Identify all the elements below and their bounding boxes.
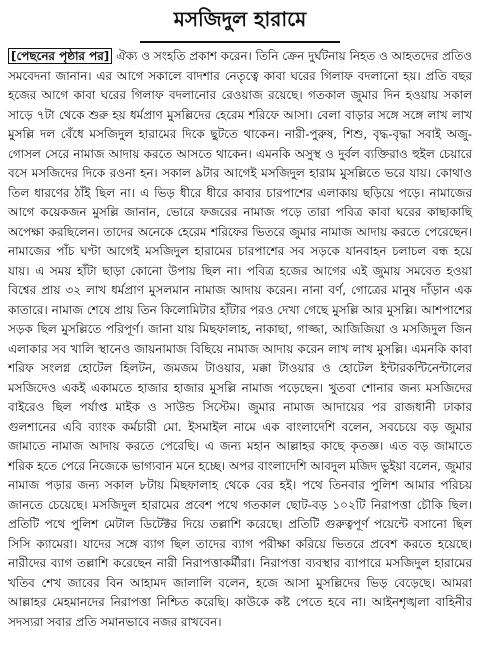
headline: মসজিদুল হারামে [140, 4, 340, 43]
article-text: ঐক্য ও সংহতি প্রকাশ করেন। তিনি ক্রেন দুর্ঘটনায় নিহত ও আহতদের প্রতিও সমবেদনা জানান। এর আগে সকালে বাদশার নেতৃত্বে কাবা ঘরের গিলাফ বদলানো হয়। প্রতি বছর হজের আগে কাবা ঘরের গিলাফ বদলানোর রেওয়াজ রয়েছে। গতকাল জুমার দিন হওয়ায় সকাল সাড়ে ৭টা থেকে শুরু হয় ধর্মপ্রাণ মুসল্লিদের হেরেম শরিফে আসা। বেলা বাড়ার সঙ্গে সঙ্গে লাখ লাখ মুসল্লি দল বেঁধে মসজিদুল হারামের দিকে ছুটতে থাকেন। নারী-পুরুষ, শিশু, বৃদ্ধ-বৃদ্ধা সবাই অজু-গোসল সেরে নামাজ আদায় করতে আসতে থাকেন। এমনকি অসুস্থ ও দুর্বল ব্যক্তিরাও হুইল চেয়ারে বসে মসজিদের দিকে রওনা হন। সকাল ৯টার আগেই মসজিদুল হারাম মুসল্লিতে ভরে যায়। কোথাও তিল ধারণের ঠাঁই ছিল না। এ ভিড় ধীরে ধীরে কাবার চারপাশের এলাকায় ছড়িয়ে পড়ে। নামাজের আগে কয়েকজন মুসল্লি জানান, ভোরে ফজরের নামাজ পড়ে তারা পবিত্র কাবা ঘরের কাছাকাছি অপেক্ষা করছিলেন। তাদের অনেকে হেরেম শরিফের ভিতরে জুমার নামাজ আদায় করতে পেরেছেন। নামাজের পাঁচ ঘণ্টা আগেই মসজিদুল হারামের চারপাশের সব সড়কে যানবাহন চলাচল বন্ধ হয়ে যায়। এ সময় হাঁটা ছাড়া কোনো উপায় ছিল না। পবিত্র হজের আগের এই জুমায় সমবেত হওয়া বিশ্বের প্রায় ৩২ লাখ ধর্মপ্রাণ মুসলমান নামাজ আদায় করেন। নানা বর্ণ, গোত্রের মানুষ দাঁড়ান এক কাতারে। নামাজ শেষে প্রায় তিন কিলোমিটার হাঁটার পরও দেখা গেছে মুসল্লি আর মুসল্লি। আশপাশের সড়ক ছিল মুসল্লিতে পরিপূর্ণ। জানা যায় মিছফালাহ, নাকাছা, গাজ্জা, আজিজিয়া ও মসজিদুল জিন এলাকার সব খালি স্থানেও জায়নামাজ বিছিয়ে নামাজ আদায় করেন লাখ লাখ মুসল্লি। এমনকি কাবা শরিফ সংলগ্ন হোটেল হিলটন, জমজম টাওয়ার, মক্কা টাওয়ার ও হোটেল ইন্টারকন্টিনেন্টালের মসজিদেও একই একামতে হাজার হাজার মুসল্লি নামাজ পড়েছেন। খুতবা শোনার জন্য মসজিদের বাইরেও ছিল পর্যাপ্ত মাইক ও সাউন্ড সিস্টেম। জুমার নামাজ আদায়ের পর রাজধানী ঢাকার গুলশানের এবি ব্যাংক কর্মচারী মো. ইসমাইল নামে এক বাংলাদেশি বলেন, সবচেয়ে বড় জুমার জামাতে নামাজ আদায় করতে পেরেছি। এ জন্য মহান আল্লাহর কাছে কৃতজ্ঞ। এত বড় জামাতে শরিক হতে পেরে নিজেকে ভাগ্যবান মনে হচ্ছে। অপর বাংলাদেশি আবদুল মজিদ ভুইয়া বলেন, জুমার নামাজ পড়ার জন্য সকাল ৮টায় মিছফালাহ থেকে বের হই। পথে তিনবার পুলিশ আমার পরিচয় জানতে চেয়েছে। মসজিদুল হারামের প্রবেশ পথে গতকাল ছোট-বড় ১০২টি নিরাপত্তা চৌকি ছিল। প্রতিটি পথে পুলিশ মেটাল ডিটেক্টর দিয়ে তল্লাশি করেছে। প্রতিটি গুরুত্বপূর্ণ পয়েন্টে বসানো ছিল সিসি ক্যামেরা। যাদের সঙ্গে ব্যাগ ছিল তাদের ব্যাগ পরীক্ষা করিয়ে ভিতরে প্রবেশ করতে হয়েছে। নারীদের ব্যাগ তল্লাশি করেছেন নারী নিরাপত্তাকর্মীরা। নিরাপত্তা ব্যবস্থার ব্যাপারে মসজিদুল হারামের খতিব শেখ জাবের বিন আহামদ জালালি বলেন, হজে আসা মুসল্লিদের ভিড় বেড়েছে। আমরা আল্লাহর মেহমানদের নিরাপত্তা নিশ্চিত করেছি। কাউকে কষ্ট পেতে হবে না। আইনশৃঙ্খলা বাহিনীর সদস্যরা সবার প্রতি সমানভাবে নজর রাখবেন। [8, 49, 473, 629]
continuation-label: [পেছনের পৃষ্ঠার পর] [8, 48, 112, 64]
article-body [8, 47, 472, 632]
article-paragraph [8, 47, 472, 632]
